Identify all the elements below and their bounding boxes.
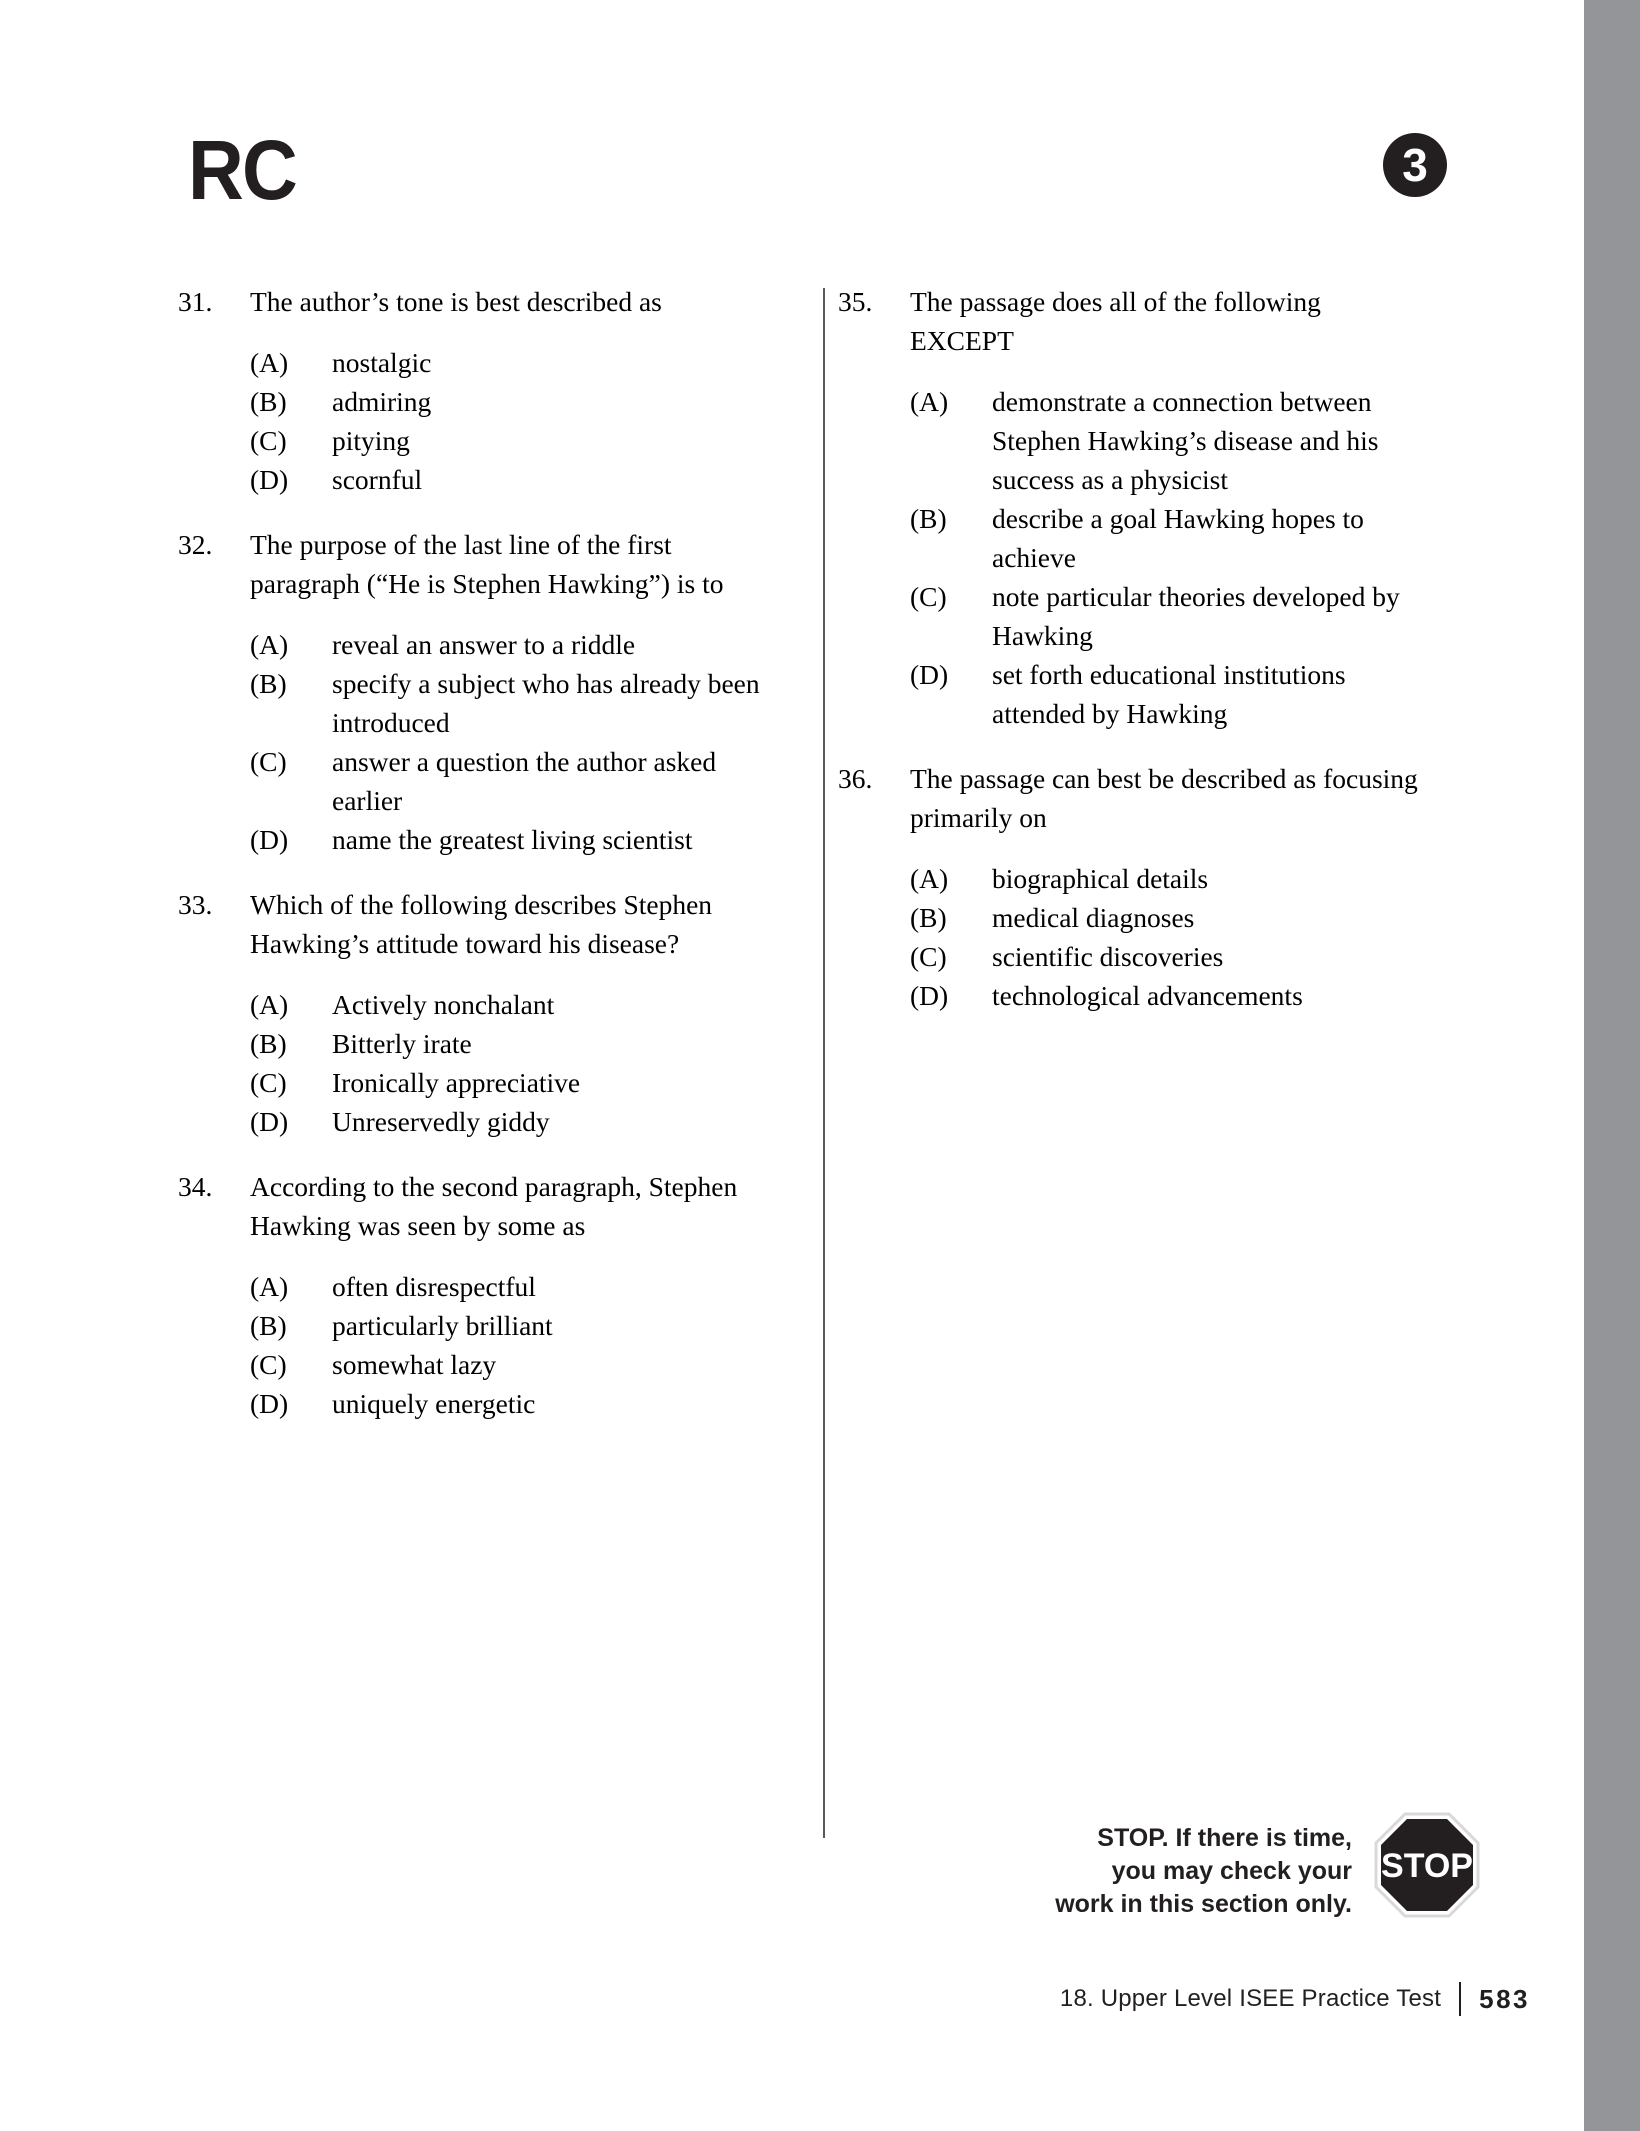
question-35 [838,282,1418,733]
answer-choice-letter: (D) [250,1106,289,1137]
answer-choice-text: Bitterly irate [332,1028,472,1059]
section-code-label: RC [188,123,296,217]
answer-choice-text: Actively nonchalant [332,989,555,1020]
question-32 [178,525,778,859]
question-text: The passage does all of the following EXCEPT [910,286,1321,356]
question-34 [178,1167,778,1423]
question-number: 36. [838,763,873,794]
answer-choice-text: technological advancements [992,980,1303,1011]
section-number-badge: 3 [1383,133,1447,197]
answer-choice-letter: (D) [250,824,289,855]
answer-choice-letter: (D) [250,464,289,495]
answer-choice[interactable] [250,1024,778,1063]
answer-choice-text: Ironically appreciative [332,1067,581,1098]
answer-choice-text: demonstrate a connection between Stephen Hawking’s disease and his success as a physicist [992,386,1379,495]
question-31 [178,282,778,499]
question-number: 32. [178,529,213,560]
answer-choice-letter: (C) [910,941,947,972]
answer-choice-text: pitying [332,425,410,456]
edge-thumb-bar [1584,0,1640,2131]
stop-notice-line-3: work in this section only. [1055,1890,1352,1918]
answer-choice[interactable] [250,460,778,499]
question-text: Which of the following describes Stephen Hawking’s attitude toward his disease? [250,889,713,959]
answer-choice-letter: (C) [250,1349,287,1380]
answer-choice[interactable] [250,343,778,382]
stop-notice-line-2: you may check your [1111,1857,1352,1885]
answer-choices [838,859,1418,1015]
answer-choice-letter: (C) [250,425,287,456]
answer-choice-letter: (D) [910,980,949,1011]
question-stem [178,525,778,603]
answer-choice-text: scornful [332,464,423,495]
answer-choice[interactable] [250,742,778,820]
answer-choice[interactable] [910,976,1418,1015]
answer-choice-letter: (C) [250,1067,287,1098]
answer-choice[interactable] [910,499,1418,577]
question-text: According to the second paragraph, Stephen Hawking was seen by some as [250,1171,738,1241]
answer-choice-letter: (A) [910,386,949,417]
answer-choice-text: note particular theories developed by Hawking [992,581,1400,651]
answer-choice-letter: (A) [910,863,949,894]
footer-title: 18. Upper Level ISEE Practice Test [1059,1985,1442,2012]
answer-choice[interactable] [250,1345,778,1384]
answer-choice[interactable] [910,382,1418,499]
answer-choice[interactable] [250,1267,778,1306]
question-column-right [838,282,1418,1025]
answer-choice-text: set forth educational institutions attended by Hawking [992,659,1346,729]
answer-choice[interactable] [250,820,778,859]
answer-choices [178,625,778,859]
answer-choice-letter: (A) [250,989,289,1020]
answer-choice-text: admiring [332,386,432,417]
answer-choice-letter: (A) [250,1271,289,1302]
answer-choice-text: uniquely energetic [332,1388,536,1419]
answer-choice-text: answer a question the author asked earlier [332,746,717,816]
answer-choice-text: nostalgic [332,347,432,378]
answer-choice-letter: (B) [250,386,287,417]
question-column-left [178,282,778,1433]
question-stem [838,759,1418,837]
question-stem [838,282,1418,360]
answer-choice[interactable] [250,382,778,421]
question-text: The purpose of the last line of the first paragraph (“He is Stephen Hawking”) is to [250,529,724,599]
answer-choice-text: often disrespectful [332,1271,536,1302]
answer-choice-letter: (B) [910,503,947,534]
question-text: The author’s tone is best described as [250,286,662,317]
answer-choice[interactable] [250,1063,778,1102]
answer-choices [178,343,778,499]
question-33 [178,885,778,1141]
question-number: 35. [838,286,873,317]
question-number: 31. [178,286,213,317]
answer-choice[interactable] [250,421,778,460]
answer-choice-letter: (D) [910,659,949,690]
answer-choice-letter: (B) [250,1310,287,1341]
answer-choice-text: medical diagnoses [992,902,1195,933]
answer-choice-letter: (A) [250,347,289,378]
answer-choice-text: somewhat lazy [332,1349,497,1380]
answer-choice[interactable] [250,664,778,742]
stop-sign-icon [1374,1812,1480,1918]
answer-choice[interactable] [250,985,778,1024]
question-text: The passage can best be described as focusing primarily on [910,763,1418,833]
answer-choice-text: particularly brilliant [332,1310,553,1341]
column-divider-rule [823,288,825,1838]
answer-choice[interactable] [910,577,1418,655]
answer-choice-text: scientific discoveries [992,941,1224,972]
answer-choice[interactable] [910,655,1418,733]
question-36 [838,759,1418,1015]
footer-divider [1459,1982,1461,2016]
answer-choice-text: biographical details [992,863,1209,894]
question-stem [178,885,778,963]
answer-choice-text: reveal an answer to a riddle [332,629,636,660]
answer-choices [178,985,778,1141]
answer-choice-text: describe a goal Hawking hopes to achieve [992,503,1364,573]
answer-choice[interactable] [250,1384,778,1423]
answer-choice[interactable] [250,1306,778,1345]
stop-notice-text [1055,1812,1374,1921]
answer-choice[interactable] [910,859,1418,898]
page-number: 583 [1479,1983,1530,2014]
answer-choices [838,382,1418,733]
question-number: 33. [178,889,213,920]
answer-choice-letter: (A) [250,629,289,660]
answer-choice-letter: (D) [250,1388,289,1419]
stop-notice-line-1: STOP. If there is time, [1097,1824,1352,1852]
answer-choice[interactable] [910,898,1418,937]
answer-choice-letter: (C) [250,746,287,777]
answer-choice[interactable] [250,625,778,664]
answer-choice-letter: (B) [250,1028,287,1059]
answer-choices [178,1267,778,1423]
question-stem [178,282,778,321]
answer-choice[interactable] [910,937,1418,976]
answer-choice-text: name the greatest living scientist [332,824,693,855]
answer-choice-letter: (C) [910,581,947,612]
answer-choice[interactable] [250,1102,778,1141]
answer-choice-letter: (B) [910,902,947,933]
question-stem [178,1167,778,1245]
page-footer [0,1982,1530,2016]
stop-sign-label: STOP [1381,1847,1473,1885]
answer-choice-letter: (B) [250,668,287,699]
answer-choice-text: specify a subject who has already been introduced [332,668,760,738]
answer-choice-text: Unreservedly giddy [332,1106,550,1137]
question-number: 34. [178,1171,213,1202]
stop-notice [980,1812,1480,1921]
